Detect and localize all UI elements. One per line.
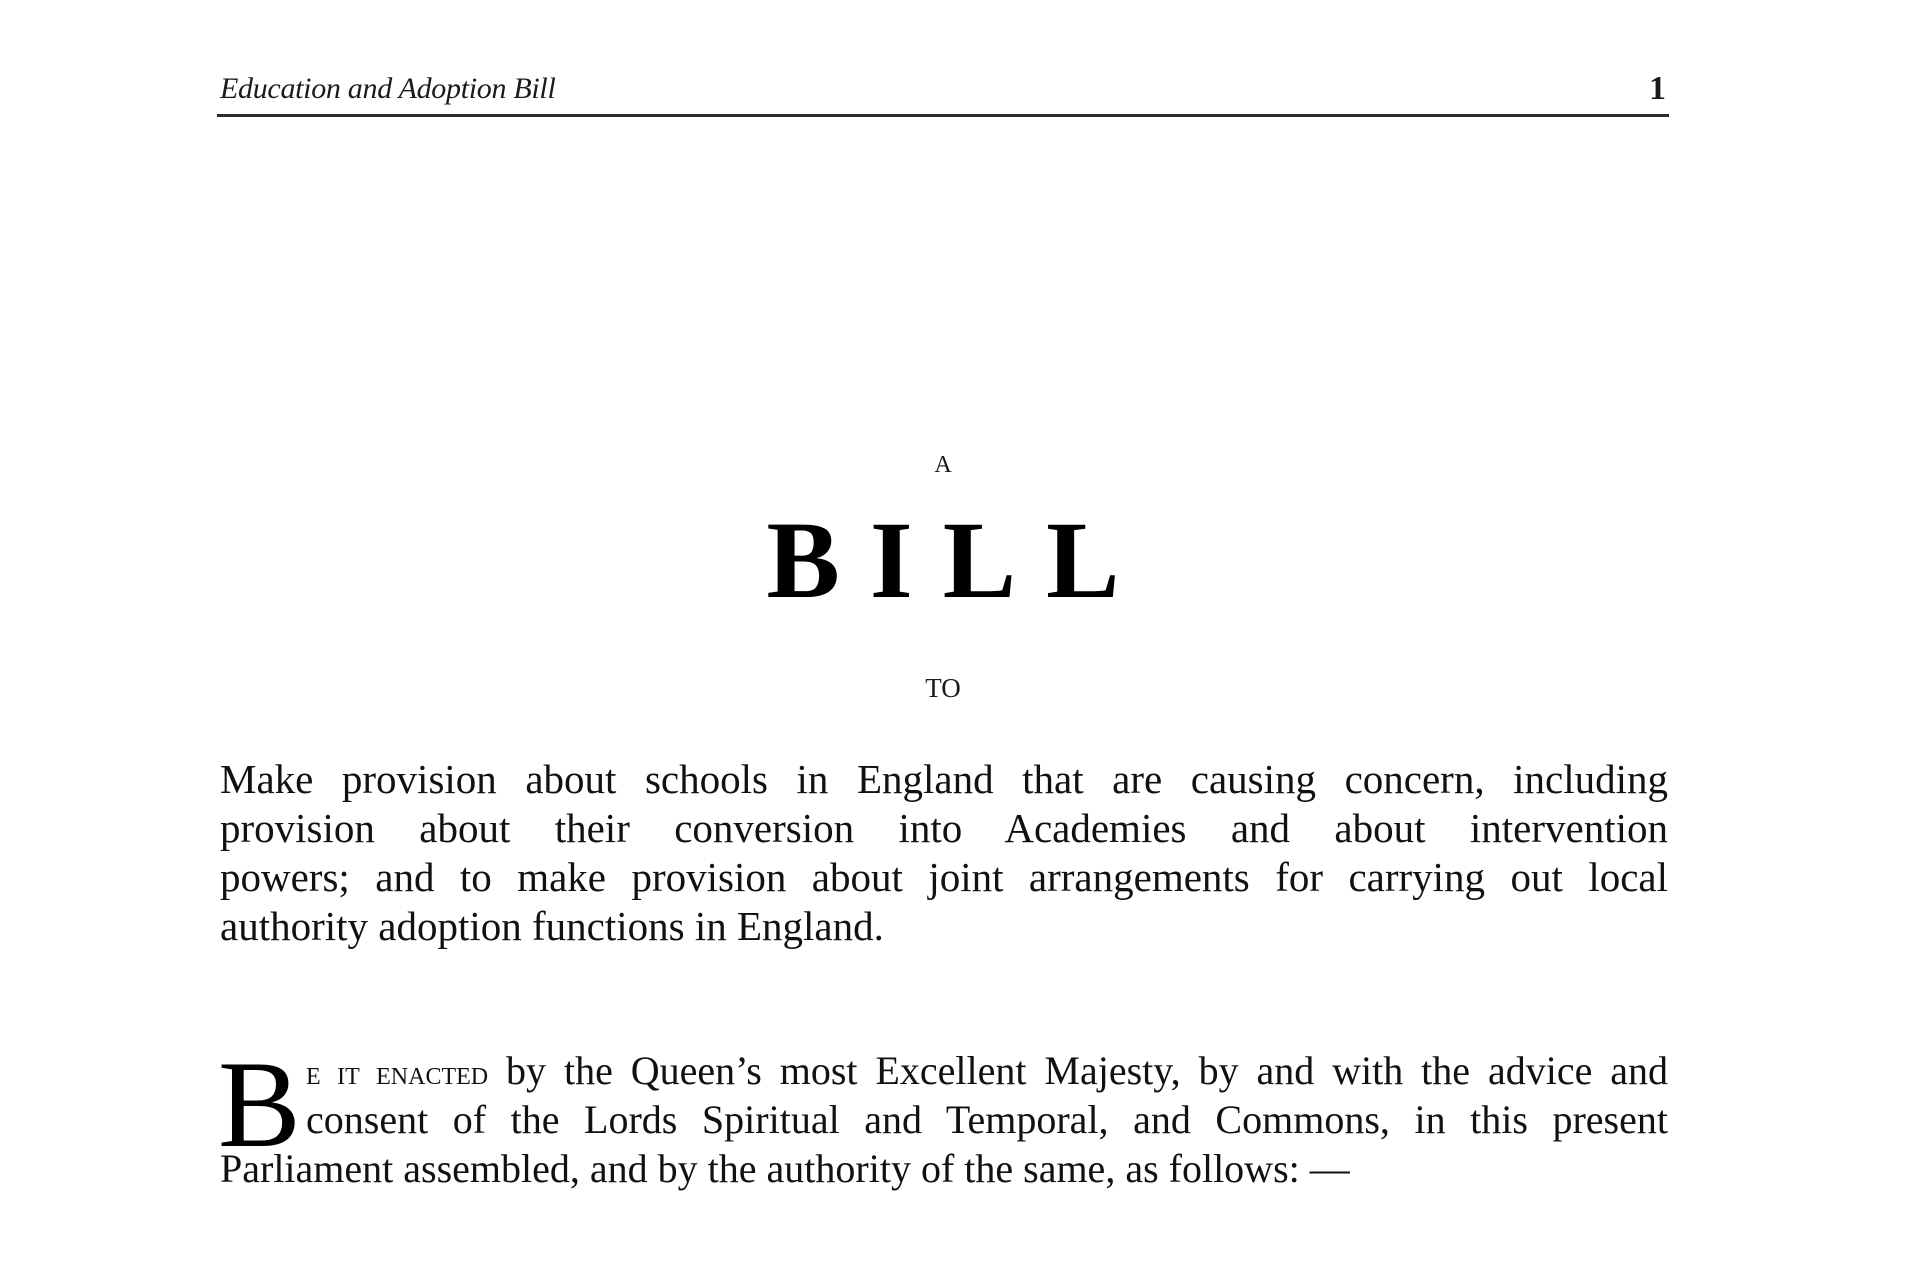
connector-label: TO — [925, 673, 961, 703]
page-number: 1 — [1649, 70, 1666, 107]
drop-cap: B — [218, 1036, 301, 1173]
long-title-line: powers; and to make provision about joint arrangements for carrying out local — [220, 854, 1668, 900]
bill-heading: BILL — [766, 499, 1150, 621]
small-caps-lead: e it enacted — [306, 1055, 489, 1092]
long-title-line: provision about their conversion into Academies and about intervention — [220, 805, 1668, 851]
enacting-formula — [218, 1036, 1668, 1193]
enacting-line: Parliament assembled, and by the authority of the same, as follows: — — [220, 1146, 1350, 1191]
enacting-line — [306, 1046, 1668, 1095]
enacting-line-text: by the Queen’s most Excellent Majesty, by and with the advice and — [488, 1048, 1668, 1093]
bill-short-title: Education and Adoption Bill — [220, 72, 556, 105]
running-header — [218, 68, 1669, 108]
long-title-line: authority adoption functions in England. — [220, 903, 884, 949]
long-title-line: Make provision about schools in England that are causing concern, including — [220, 756, 1668, 802]
article-label: A — [934, 452, 952, 478]
enacting-line: consent of the Lords Spiritual and Temporal, and Commons, in this present — [306, 1097, 1668, 1142]
long-title — [220, 755, 1668, 951]
header-rule-divider — [217, 114, 1669, 117]
